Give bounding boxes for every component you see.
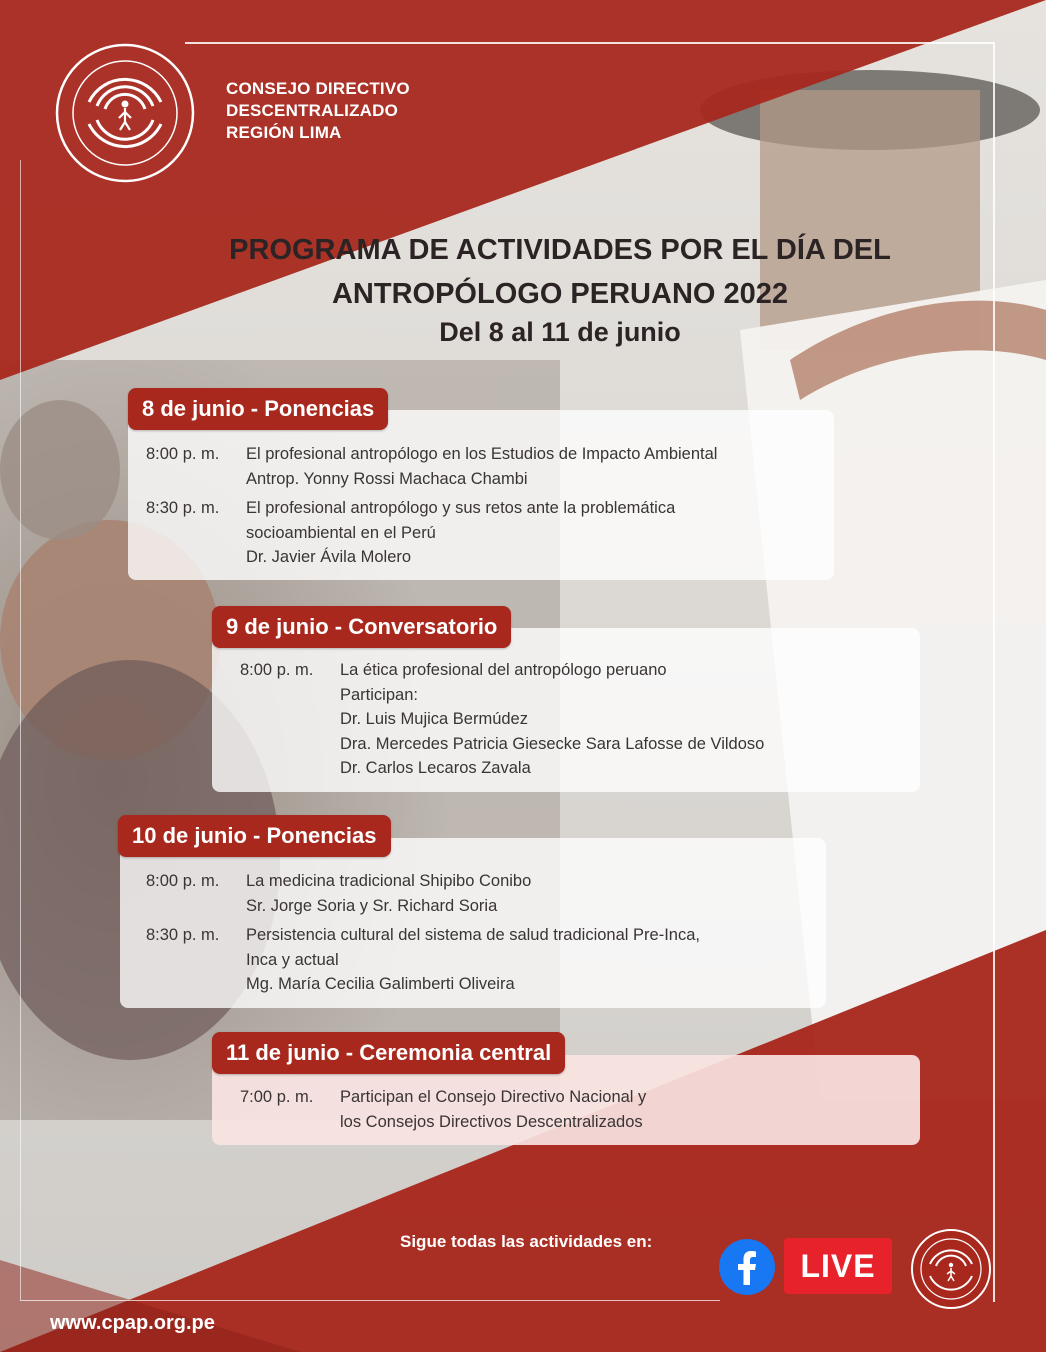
item-description [246,923,700,997]
item-line: Mg. María Cecilia Galimberti Oliveira [246,975,515,993]
item-time: 8:30 p. m. [146,926,220,944]
program-dates: Del 8 al 11 de junio [439,317,681,347]
live-badge[interactable]: LIVE [784,1238,892,1294]
item-line: Sr. Jorge Soria y Sr. Richard Soria [246,896,498,915]
item-time: 8:30 p. m. [146,499,220,517]
item-line: Participan: [340,685,418,704]
item-line: socioambiental en el Perú [246,523,436,542]
item-description [246,496,675,570]
cpap-logo [54,42,196,184]
day-label-1: 8 de junio - Ponencias [128,388,388,430]
item-description [246,869,531,918]
website-link[interactable]: www.cpap.org.pe [50,1312,215,1334]
item-time: 8:00 p. m. [146,872,220,890]
day-label-4: 11 de junio - Ceremonia central [212,1032,565,1074]
item-time: 8:00 p. m. [240,661,314,679]
item-line: La ética profesional del antropólogo peruano [340,661,667,679]
item-line: Dr. Carlos Lecaros Zavala [340,759,531,777]
item-line: El profesional antropólogo en los Estudios de Impacto Ambiental [246,445,718,463]
follow-text: Sigue todas las actividades en: [400,1232,653,1251]
organization-name [226,78,410,144]
item-time: 8:00 p. m. [146,445,220,463]
item-line: Participan el Consejo Directivo Nacional y [340,1088,647,1106]
title-line-1: PROGRAMA DE ACTIVIDADES POR EL DÍA DEL [229,234,891,266]
item-description [246,442,717,491]
item-line: los Consejos Directivos Descentralizados [340,1112,643,1131]
org-line-3: REGIÓN LIMA [226,123,342,142]
item-line: Persistencia cultural del sistema de salud tradicional Pre-Inca, [246,926,700,944]
frame-left-line [20,160,21,1300]
item-description [340,658,764,781]
item-line: Dr. Javier Ávila Molero [246,548,412,566]
program-title [120,228,1000,316]
day-label-3: 10 de junio - Ponencias [118,815,391,857]
org-line-2: DESCENTRALIZADO [226,101,399,120]
frame-bottom-line [20,1300,720,1301]
item-line: La medicina tradicional Shipibo Conibo [246,872,532,890]
cpap-logo-small [910,1228,992,1310]
item-description [340,1085,646,1134]
item-time: 7:00 p. m. [240,1088,314,1106]
item-line: Antrop. Yonny Rossi Machaca Chambi [246,469,528,488]
title-line-2: ANTROPÓLOGO PERUANO 2022 [331,278,789,310]
org-line-1: CONSEJO DIRECTIVO [226,79,410,98]
item-line: El profesional antropólogo y sus retos ante la problemática [246,499,676,517]
item-line: Dr. Luis Mujica Bermúdez [340,710,528,728]
facebook-icon[interactable] [718,1238,776,1296]
item-line: Dra. Mercedes Patricia Giesecke Sara Lafosse de Vildoso [340,734,765,753]
day-label-2: 9 de junio - Conversatorio [212,606,511,648]
item-line: Inca y actual [246,950,339,969]
